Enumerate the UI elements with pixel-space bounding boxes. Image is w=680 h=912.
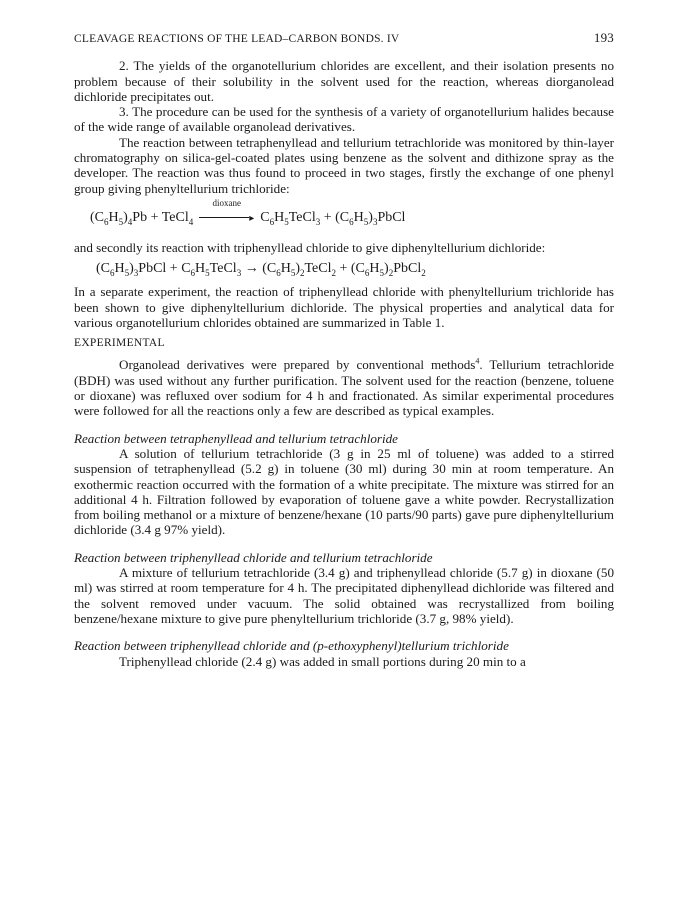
paragraph-experimental	[74, 357, 614, 418]
running-title: CLEAVAGE REACTIONS OF THE LEAD–CARBON BONDS. IV	[74, 33, 400, 45]
paragraph-second-stage: and secondly its reaction with triphenyllead chloride to give diphenyltellurium dichloride:	[74, 239, 546, 255]
subsection-text-2: A mixture of tellurium tetrachloride (3.4 g) and triphenyllead chloride (5.7 g) in dioxane (50 ml) was stirred at room temperature for 4 h. The precipitated diphenyllead dichloride was filtered and the solvent removed under vacuum. The solid obtained was recrystallized from boiling benzene/hexane mixture to give pure phenyltellurium trichloride (3.7 g, 98% yield).	[74, 565, 614, 626]
running-header	[74, 30, 614, 47]
subsection-text-1: A solution of tellurium tetrachloride (3 g in 25 ml of toluene) was added to a stirred suspension of tetraphenyllead (5.2 g) in toluene (30 ml) during 30 min at room temperature. An exothermic reaction occurred with the formation of a white precipitate. The mixture was stirred for an additional 4 h. Filtration followed by evaporation of toluene gave a white powder. Recrystallization from boiling methanol or a mixture of benzene/hexane (10 parts/90 parts) gave pure diphenyltellurium dichloride (3.4 g 97% yield).	[74, 445, 614, 538]
equation-1: $(C_6H_5)_4Pb$ + TeCl$_4$ dioxane ▸ $C_6H_5TeCl_3$ + $(C_6H_5)_3PbCl$	[90, 197, 406, 227]
equation-1-condition: dioxane	[212, 197, 241, 208]
experimental-text-a: Organolead derivatives were prepared by conventional methods	[119, 357, 476, 373]
subsection-title-1: Reaction between tetraphenyllead and tellurium tetrachloride	[74, 430, 398, 446]
subsection-title-3: Reaction between triphenyllead chloride and (p-ethoxyphenyl)tellurium trichloride	[74, 638, 509, 654]
subsection-text-3: Triphenyllead chloride (2.4 g) was added in small portions during 20 min to a	[119, 653, 526, 669]
paragraph-separate-experiment: In a separate experiment, the reaction of triphenyllead chloride with phenyltellurium trichloride has been shown to give diphenyltellurium dichloride. The physical properties and analytical data for various organotellurium chlorides obtained are summarized in Table 1.	[74, 284, 614, 330]
reference-4: 4	[475, 357, 480, 367]
equation-2: $(C_6H_5)_3PbCl$ + $C_6H_5TeCl_3$ → $(C_6H_5)_2TeCl_2$ + $(C_6H_5)_2PbCl_2$	[96, 261, 426, 279]
paragraph-point-2: 2. The yields of the organotellurium chlorides are excellent, and their isolation presents no problem because of their solubility in the solvent used for the reaction, whereas diorganolead dichloride precipitates out.	[74, 58, 614, 104]
page	[74, 30, 614, 669]
paragraph-tlc-monitoring: The reaction between tetraphenyllead and tellurium tetrachloride was monitored by thin-layer chromatography on silica-gel-coated plates using benzene as the solvent and dithizone spray as the developer. The reaction was thus found to proceed in two stages, firstly the exchange of one phenyl group giving phenyltellurium trichloride:	[74, 134, 614, 196]
subsection-title-2: Reaction between triphenyllead chloride and tellurium tetrachloride	[74, 549, 433, 565]
page-number: 193	[593, 30, 614, 45]
paragraph-point-3: 3. The procedure can be used for the synthesis of a variety of organotellurium halides because of the wide range of available organolead derivatives.	[74, 104, 614, 135]
experimental-text-b: . Tellurium tetrachloride (BDH) was used without any further purification. The solvent used for the reaction (benzene, toluene or dioxane) was refluxed over sodium for 4 h and fractionated. As similar experimental procedures were followed for all the reactions only a few are described as typical examples.	[74, 357, 614, 419]
section-heading-experimental: EXPERIMENTAL	[74, 337, 165, 350]
